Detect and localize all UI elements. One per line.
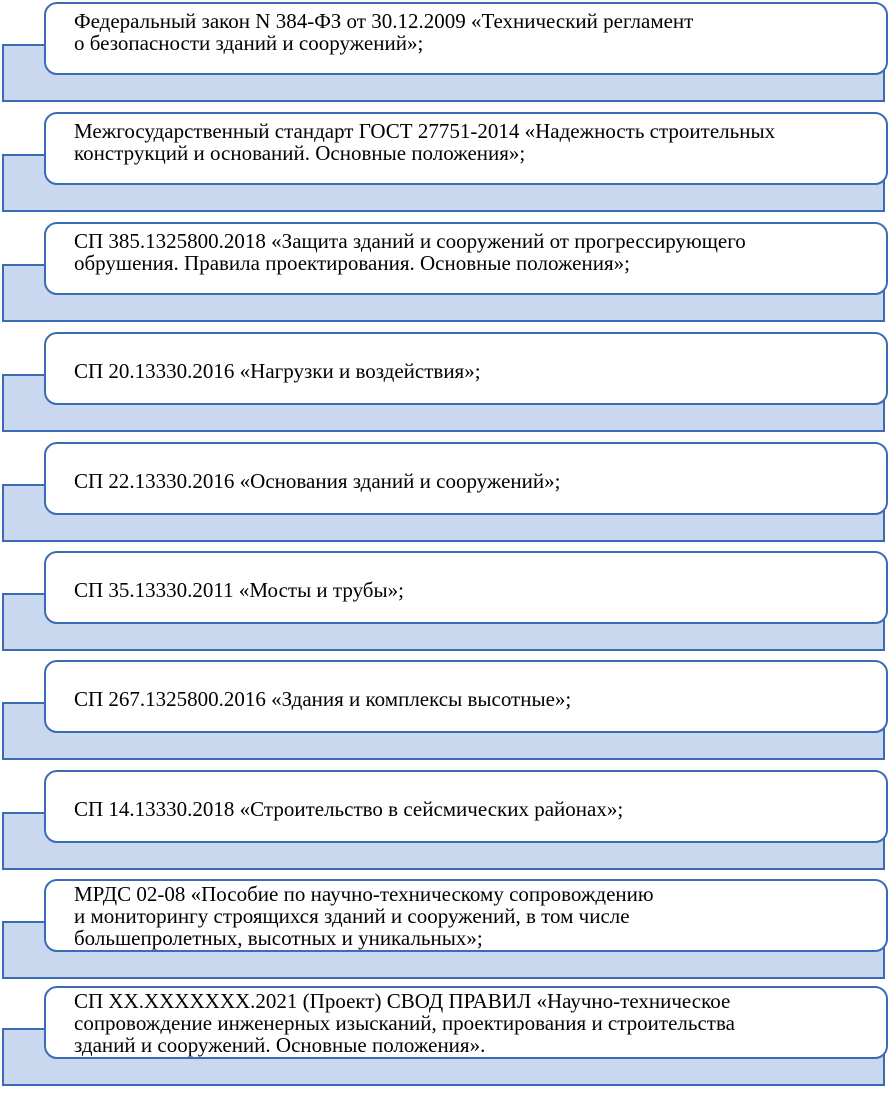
item-text: СП 267.1325800.2016 «Здания и комплексы высотные»; bbox=[74, 687, 572, 711]
item-card bbox=[44, 222, 888, 295]
item-text: СП 20.13330.2016 «Нагрузки и воздействия»; bbox=[74, 359, 481, 383]
item-card bbox=[44, 770, 888, 843]
item-text: МРДС 02-08 «Пособие по научно-техническому сопровождению и мониторингу строящихся зданий и сооружений, в том числе большепролетных, высотных и уникальных»; bbox=[74, 882, 654, 950]
item-text: Межгосударственный стандарт ГОСТ 27751-2014 «Надежность строительных конструкций и оснований. Основные положения»; bbox=[74, 119, 776, 165]
list-item bbox=[0, 660, 893, 768]
item-text: СП 22.13330.2016 «Основания зданий и сооружений»; bbox=[74, 469, 561, 493]
list-item bbox=[0, 442, 893, 550]
item-card bbox=[44, 986, 888, 1059]
list-item bbox=[0, 222, 893, 330]
item-text: СП 385.1325800.2018 «Защита зданий и сооружений от прогрессирующего обрушения. Правила проектирования. Основные положения»; bbox=[74, 229, 746, 275]
list-item bbox=[0, 770, 893, 878]
list-item bbox=[0, 112, 893, 220]
list-item bbox=[0, 986, 893, 1094]
list-item bbox=[0, 332, 893, 440]
list-item bbox=[0, 879, 893, 987]
item-card bbox=[44, 2, 888, 75]
item-card bbox=[44, 879, 888, 952]
item-text: СП XX.XXXXXXX.2021 (Проект) СВОД ПРАВИЛ «Научно-техническое сопровождение инженерных изысканий, проектирования и строительства зданий и сооружений. Основные положения». bbox=[74, 989, 735, 1057]
item-card bbox=[44, 112, 888, 185]
list-item bbox=[0, 2, 893, 110]
item-card bbox=[44, 332, 888, 405]
item-card bbox=[44, 551, 888, 624]
item-card bbox=[44, 442, 888, 515]
item-card bbox=[44, 660, 888, 733]
item-text: СП 14.13330.2018 «Строительство в сейсмических районах»; bbox=[74, 797, 624, 821]
item-text: Федеральный закон N 384-ФЗ от 30.12.2009 «Технический регламент о безопасности зданий и сооружений»; bbox=[74, 9, 694, 55]
list-item bbox=[0, 551, 893, 659]
item-text: СП 35.13330.2011 «Мосты и трубы»; bbox=[74, 578, 404, 602]
